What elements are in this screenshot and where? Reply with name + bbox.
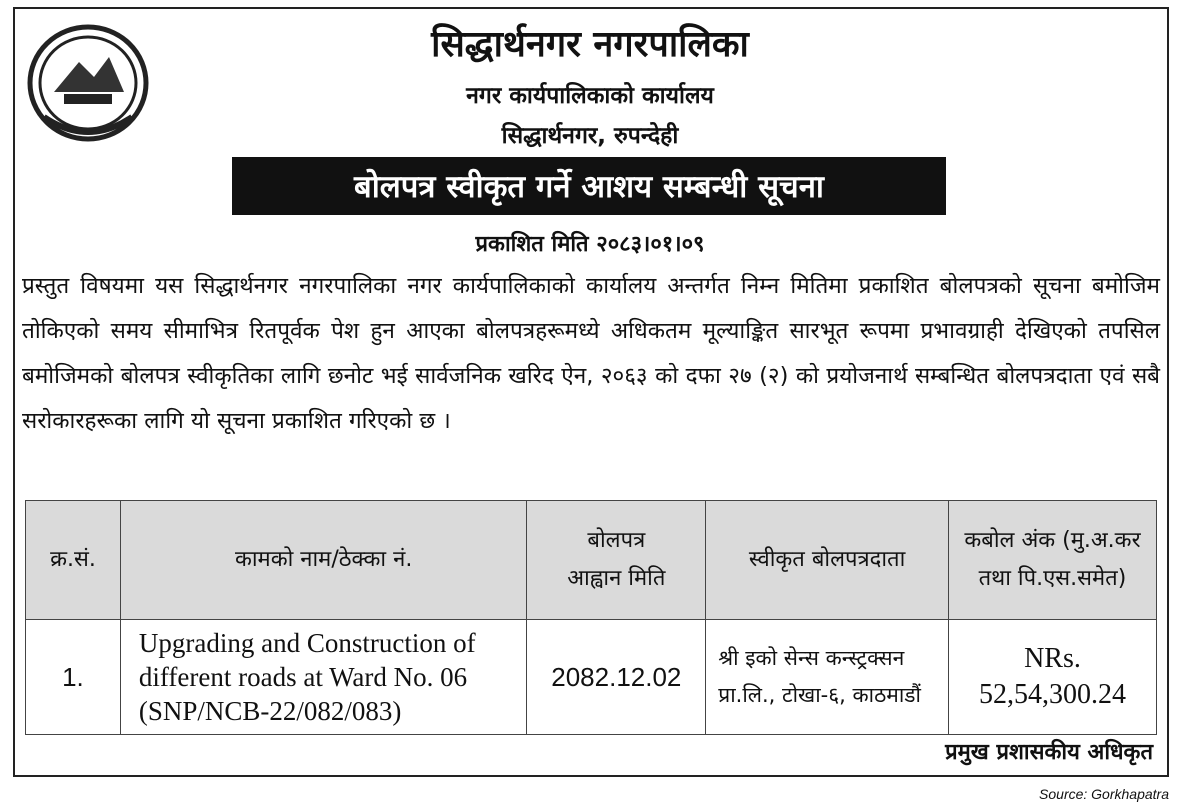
signatory: प्रमुख प्रशासकीय अधिकृत (945, 740, 1153, 765)
header-bidder: स्वीकृत बोलपत्रदाता (706, 501, 949, 620)
header-invitation-date: बोलपत्र आह्वान मिति (527, 501, 706, 620)
notice-body: प्रस्तुत विषयमा यस सिद्धार्थनगर नगरपालिका नगर कार्यपालिकाको कार्यालय अन्तर्गत निम्न मितिमा प्रकाशित बोलपत्रको सूचना बमोजिम तोकिएको समय सीमाभित्र रितपूर्वक पेश हुन आएका बोलपत्रहरूमध्ये अधिकतम मूल्याङ्कित सारभूत रूपमा प्रभावग्राही देखिएको तपसिल बमोजिमको बोलपत्र स्वीकृतिका लागि छनोट भई सार्वजनिक खरिद ऐन, २०६३ को दफा २७ (२) को प्रयोजनार्थ सम्बन्धित बोलपत्रदाता एवं सबै सरोकारहरूका लागि यो सूचना प्रकाशित गरिएको छ । (22, 273, 1160, 434)
cell-amount: NRs. 52,54,300.24 (948, 620, 1156, 735)
table-row (26, 620, 1157, 735)
cell-bidder: श्री इको सेन्स कन्स्ट्रक्सन प्रा.लि., टोखा-६, काठमाडौं (706, 620, 949, 735)
municipality-name: सिद्धार्थनगर नगरपालिका (431, 24, 749, 65)
office-address: सिद्धार्थनगर, रुपन्देही (501, 123, 679, 149)
cell-serial: 1. (26, 620, 121, 735)
office-name: नगर कार्यपालिकाको कार्यालय (466, 83, 714, 109)
municipality-emblem-icon (24, 22, 152, 144)
cell-work-name: Upgrading and Construction of different roads at Ward No. 06 (SNP/NCB-22/082/083) (120, 620, 526, 735)
header-work-name: कामको नाम/ठेक्का नं. (120, 501, 526, 620)
award-table (25, 500, 1157, 735)
cell-date: 2082.12.02 (527, 620, 706, 735)
table-header-row (26, 501, 1157, 620)
header-bid-amount: कबोल अंक (मु.अ.कर तथा पि.एस.समेत) (948, 501, 1156, 620)
published-date: प्रकाशित मिति २०८३।०१।०९ (475, 232, 705, 257)
notice-title-banner (232, 157, 946, 215)
header-serial: क्र.सं. (26, 501, 121, 620)
notice-title: बोलपत्र स्वीकृत गर्ने आशय सम्बन्धी सूचना (354, 169, 824, 205)
source-credit: Source: Gorkhapatra (1039, 786, 1169, 802)
